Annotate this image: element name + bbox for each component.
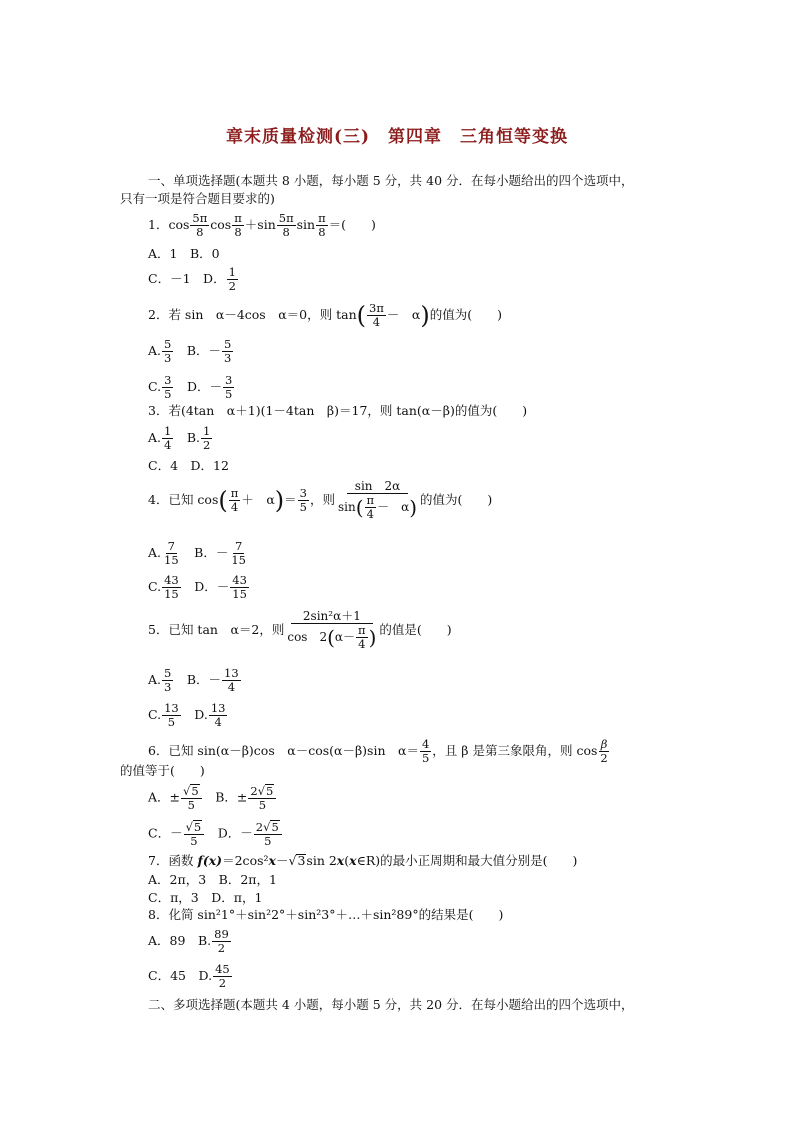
page-title: 章末质量检测(三) 第四章 三角恒等变换 bbox=[225, 127, 569, 147]
q6-options-ab: A．± $\frac{√5}{5}$ B．± $\frac{2√5}{5}$ bbox=[148, 784, 277, 812]
q2-options-cd: C. $\frac{3}{5}$ D．－ $\frac{3}{5}$ bbox=[148, 373, 233, 401]
q1-options-ab: A．1 B．0 bbox=[148, 246, 220, 261]
fraction: $\frac{5\pi}{8}$ bbox=[192, 211, 208, 239]
q7-options-cd: C．π，3 D．π，1 bbox=[148, 890, 263, 905]
question-3: 3．若(4tan α＋1)(1－4tan β)＝17，则 tan(α－β)的值为( ) bbox=[148, 403, 528, 418]
fraction: $\frac{5\pi}{8}$ bbox=[278, 211, 294, 239]
q5-options-ab: A. $\frac{5}{3}$ B．－ $\frac{13}{4}$ bbox=[148, 666, 239, 694]
section2-intro: 二、多项选择题(本题共 4 小题，每小题 5 分，共 20 分．在每小题给出的四个选项中， bbox=[148, 997, 634, 1012]
q1-options-cd: C．－1 D． $\frac{1}{2}$ bbox=[148, 265, 236, 293]
fraction: $\frac{\pi}{8}$ bbox=[234, 211, 242, 239]
q5-options-cd: C. $\frac{13}{5}$ D. $\frac{13}{4}$ bbox=[148, 701, 226, 729]
question-7: 7．函数 f(x)＝2cos²x－√3sin 2x(x∈R)的最小正周期和最大值分别是( ) bbox=[148, 853, 578, 868]
question-8: 8．化简 sin²1°＋sin²2°＋sin²3°＋…＋sin²89°的结果是( ) bbox=[148, 907, 504, 922]
q4-options-cd: C. $\frac{43}{15}$ D．－ $\frac{43}{15}$ bbox=[148, 573, 247, 601]
q8-options-ab: A．89 B. $\frac{89}{2}$ bbox=[148, 927, 229, 955]
q8-options-cd: C．45 D. $\frac{45}{2}$ bbox=[148, 962, 230, 990]
q4-options-ab: A. $\frac{7}{15}$ B．－ $\frac{7}{15}$ bbox=[148, 539, 246, 567]
section1-intro: 一、单项选择题(本题共 8 小题，每小题 5 分，共 40 分．在每小题给出的四个选项中， bbox=[148, 173, 634, 188]
question-6: 6．已知 sin(α－β)cos α－cos(α－β)sin α＝ $\frac{4}{5}$ ，且 β 是第三象限角，则 cos $\frac{\beta}{2}$ bbox=[148, 737, 608, 765]
section1-intro-cont: 只有一项是符合题目要求的) bbox=[120, 191, 275, 206]
q3-options-cd: C．4 D．12 bbox=[148, 458, 229, 473]
question-1: 1．cos $\frac{5\pi}{8}$ cos $\frac{\pi}{8}$ ＋sin $\frac{5\pi}{8}$ sin $\frac{\pi}{8}$ ＝( ) bbox=[148, 211, 376, 239]
question-5: 5．已知 tan α＝2，则 2sin²α＋1 cos 2(α－ $\frac{\pi}{4}$ ) 的值是( ) bbox=[148, 609, 452, 651]
question-4: 4．已知 cos( $\frac{\pi}{4}$ ＋ α)＝ $\frac{3}{5}$ ，则 sin 2α sin( $\frac{\pi}{4}$ － α) 的值为( ) bbox=[148, 479, 493, 521]
q2-options-ab: A. $\frac{5}{3}$ B．－ $\frac{5}{3}$ bbox=[148, 337, 232, 365]
question-6-cont: 的值等于( ) bbox=[120, 763, 205, 778]
q7-options-ab: A．2π，3 B．2π，1 bbox=[148, 872, 277, 887]
fraction: $\frac{\pi}{8}$ bbox=[318, 211, 326, 239]
q6-options-cd: C．－ $\frac{√5}{5}$ D．－ $\frac{2√5}{5}$ bbox=[148, 820, 283, 848]
question-2: 2．若 sin α－4cos α＝0，则 tan( $\frac{3\pi}{4}$ － α)的值为( ) bbox=[148, 301, 502, 330]
q3-options-ab: A. $\frac{1}{4}$ B. $\frac{1}{2}$ bbox=[148, 424, 211, 452]
